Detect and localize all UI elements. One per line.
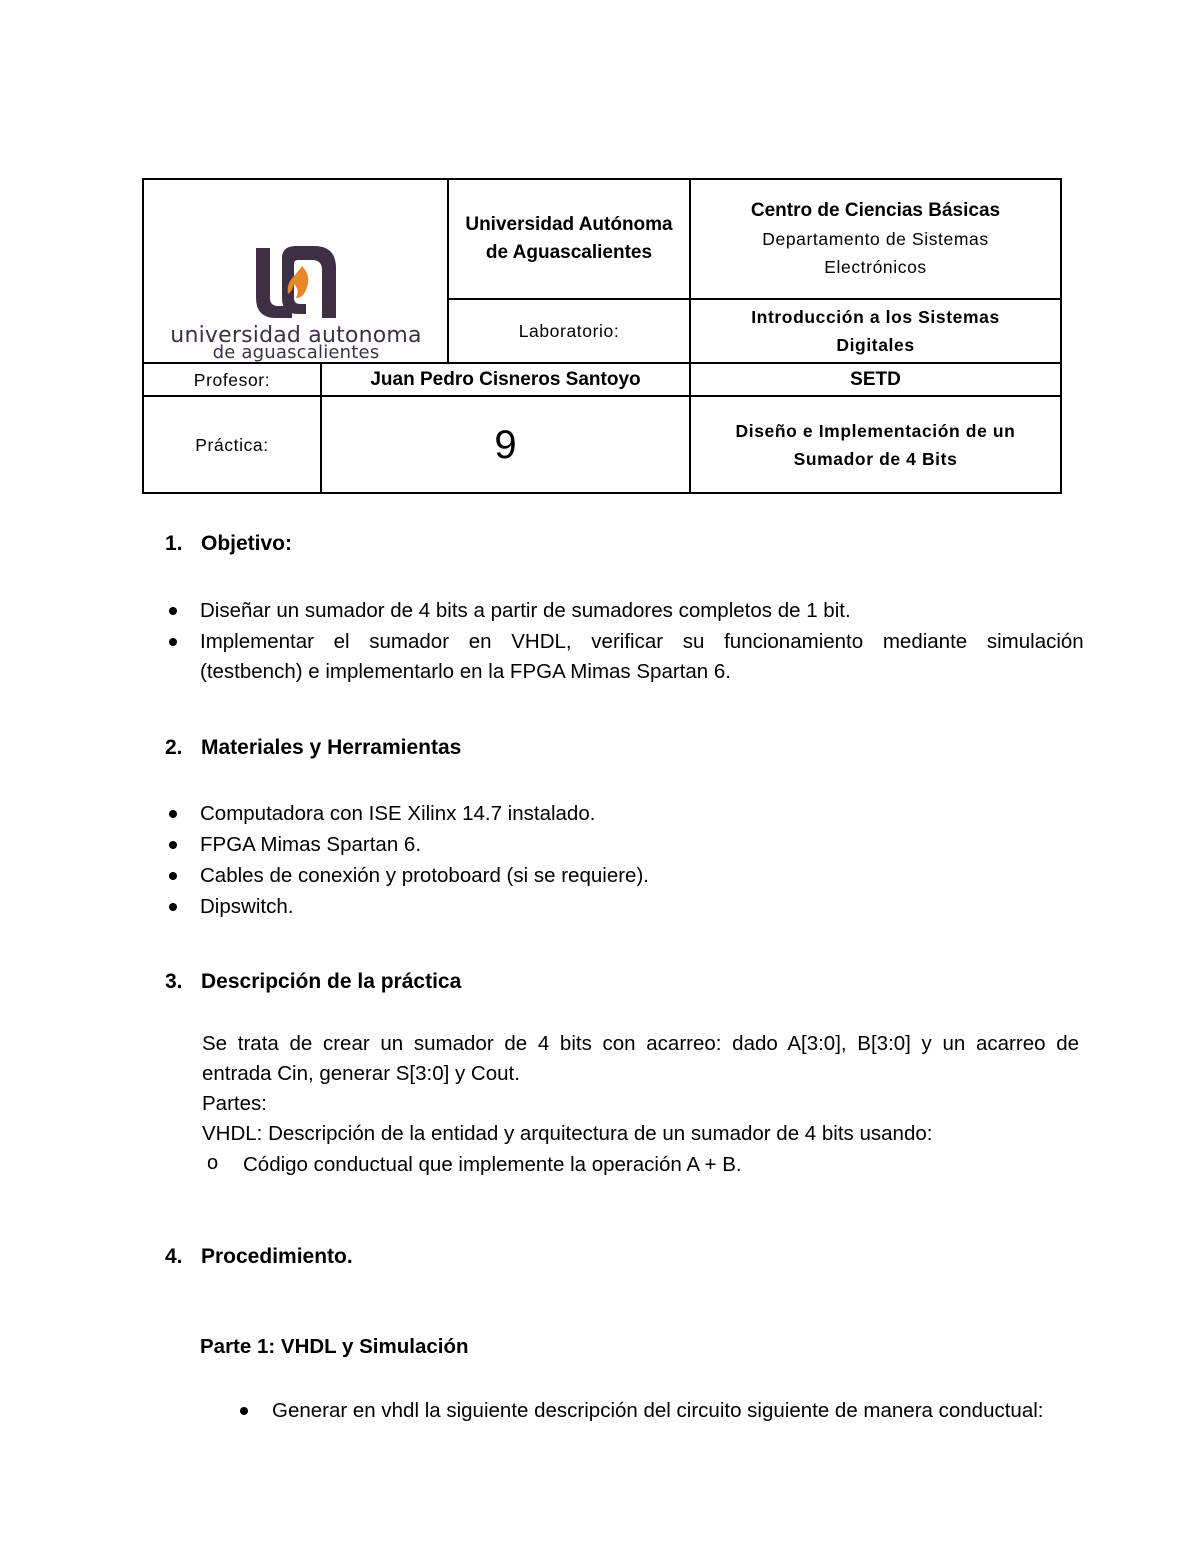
materiales-item-4: Dipswitch. (200, 895, 294, 918)
lab-label-cell (448, 299, 690, 363)
logo-text-line2: de aguascalientes (212, 342, 380, 363)
university-name-cell (448, 179, 690, 299)
section-descripcion-title (165, 970, 461, 994)
bullet-icon (169, 638, 177, 646)
professor-label: Profesor: (193, 369, 271, 390)
part1-bullet: Generar en vhdl la siguiente descripción del circuito siguiente de manera conductual: (272, 1399, 1044, 1422)
practice-label: Práctica: (195, 434, 269, 455)
objetivo-bullet-2-cont: (testbench) e implementarlo en la FPGA Mimas Spartan 6. (200, 660, 731, 683)
bullet-icon (169, 607, 177, 615)
section-title-text: Materiales y Herramientas (201, 736, 462, 759)
part1-title: Parte 1: VHDL y Simulación (200, 1335, 469, 1358)
bullet-icon (169, 872, 177, 880)
section-objetivo-title (165, 532, 292, 556)
objetivo-bullet-2: Implementar el sumador en VHDL, verificar su funcionamiento mediante simulación (200, 630, 1084, 653)
section-procedimiento-title (165, 1245, 353, 1269)
descripcion-sub-bullet: Código conductual que implemente la operación A + B. (243, 1153, 742, 1176)
bullet-icon (169, 903, 177, 911)
practice-number-cell (321, 396, 690, 493)
section-title-text: Objetivo: (201, 532, 293, 555)
logo-cell (143, 179, 448, 363)
header-table (142, 178, 1062, 494)
section-number: 4. (165, 1245, 183, 1268)
logo-text-line1: universidad autonoma (170, 323, 422, 348)
bullet-icon (169, 810, 177, 818)
university-name: Universidad Autónoma de Aguascalientes (465, 214, 673, 263)
lab-label: Laboratorio: (518, 321, 620, 341)
circle-bullet-icon: o (207, 1152, 219, 1174)
lab-value: Introducción a los Sistemas Digitales (751, 307, 1000, 355)
section-materiales-title (165, 736, 461, 760)
section-number: 2. (165, 736, 183, 759)
section-title-text: Descripción de la práctica (201, 970, 462, 993)
descripcion-line-2: entrada Cin, generar S[3:0] y Cout. (202, 1062, 520, 1085)
descripcion-line-1: Se trata de crear un sumador de 4 bits con acarreo: dado A[3:0], B[3:0] y un acarreo de (202, 1032, 1080, 1055)
descripcion-line-3: Partes: (202, 1092, 267, 1115)
center-cell (690, 179, 1061, 299)
code-cell (690, 363, 1061, 396)
bullet-icon (240, 1407, 248, 1415)
practice-number: 9 (494, 422, 517, 467)
university-logo (144, 180, 448, 363)
section-title-text: Procedimiento. (201, 1245, 353, 1268)
practice-label-cell (143, 396, 321, 493)
lab-value-cell (690, 299, 1061, 363)
center-name: Centro de Ciencias Básicas (750, 200, 1001, 221)
department-name: Departamento de Sistemas Electrónicos (762, 229, 989, 277)
materiales-item-3: Cables de conexión y protoboard (si se requiere). (200, 864, 649, 887)
objetivo-bullet-1: Diseñar un sumador de 4 bits a partir de sumadores completos de 1 bit. (200, 599, 851, 622)
materiales-item-1: Computadora con ISE Xilinx 14.7 instalado. (200, 802, 596, 825)
bullet-icon (169, 841, 177, 849)
professor-name-cell (321, 363, 690, 396)
practice-title-cell (690, 396, 1061, 493)
professor-label-cell (143, 363, 321, 396)
descripcion-line-4: VHDL: Descripción de la entidad y arquitectura de un sumador de 4 bits usando: (202, 1122, 933, 1145)
materiales-item-2: FPGA Mimas Spartan 6. (200, 833, 422, 856)
subject-code: SETD (850, 368, 901, 390)
practice-title: Diseño e Implementación de un Sumador de 4 Bits (735, 420, 1016, 469)
section-number: 1. (165, 532, 183, 555)
professor-name: Juan Pedro Cisneros Santoyo (370, 368, 641, 390)
section-number: 3. (165, 970, 183, 993)
university-logo-icon (252, 244, 342, 322)
